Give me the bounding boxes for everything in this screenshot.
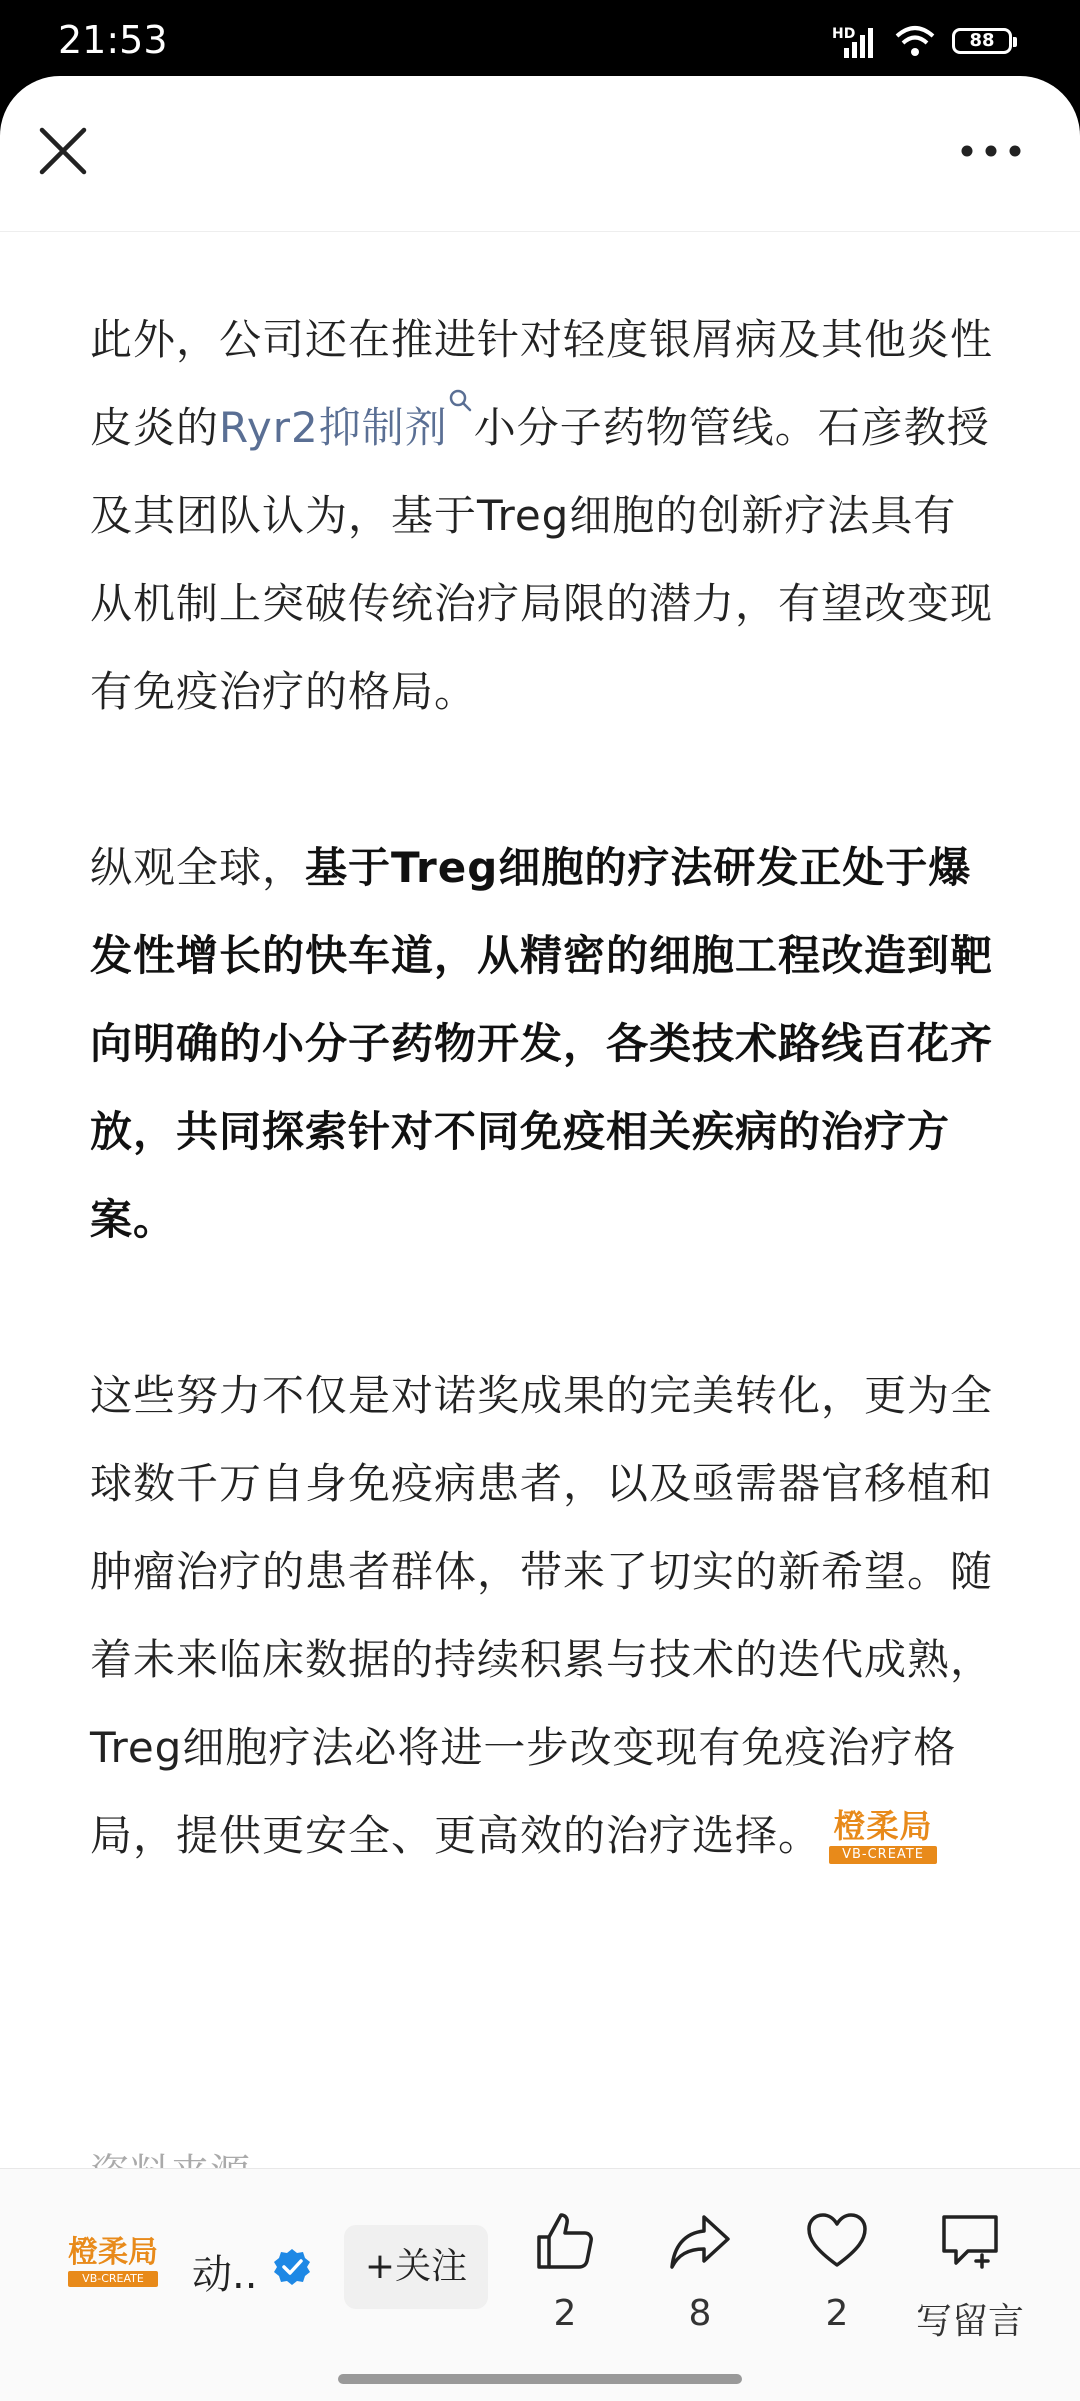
follow-button[interactable]: +关注 [344, 2225, 488, 2309]
share-icon [668, 2209, 732, 2273]
comment-icon [938, 2209, 1002, 2273]
paragraph: 此外，公司还在推进针对轻度银屑病及其他炎性皮炎的Ryr2抑制剂 小分子药物管线。石彦教授及其团队认为，基于Treg细胞的创新疗法具有从机制上突破传统治疗局限的潜力，有望改变现有免疫治疗的格局。 [90, 315, 994, 716]
comment-button[interactable]: 写留言 [910, 2209, 1030, 2344]
author-name[interactable]: 动.. [192, 2252, 258, 2298]
paragraph: 这些努力不仅是对诺奖成果的完美转化，更为全球数千万自身免疫病患者，以及亟需器官移植和肿瘤治疗的患者群体，带来了切实的新希望。随着未来临床数据的持续积累与技术的迭代成熟，Treg细胞疗法必将进一步改变现有免疫治疗格局，提供更安全、更高效的治疗选择。 橙柔局 VB-CREATE [90, 1352, 994, 1880]
signal-icon [836, 22, 882, 60]
paragraph: 纵观全球，基于Treg细胞的疗法研发正处于爆发性增长的快车道，从精密的细胞工程改造到靶向明确的小分子药物开发，各类技术路线百花齐放，共同探索针对不同免疫相关疾病的治疗方案。 [90, 843, 994, 1244]
search-icon [448, 388, 474, 414]
article-body [90, 296, 994, 1880]
close-icon[interactable] [38, 126, 88, 176]
bottom-action-bar [0, 2168, 1080, 2401]
watermark-logo: 橙柔局 VB-CREATE [829, 1806, 937, 1872]
favorite-button[interactable]: 2 [777, 2209, 897, 2334]
article-sheet [0, 76, 1080, 2400]
like-button[interactable]: 2 [505, 2209, 625, 2334]
share-button[interactable]: 8 [640, 2209, 760, 2334]
verified-badge-icon [272, 2247, 312, 2287]
bold-text: 基于Treg细胞的疗法研发正处于爆发性增长的快车道，从精密的细胞工程改造到靶向明确的小分子药物开发，各类技术路线百花齐放，共同探索针对不同免疫相关疾病的治疗方案。 [90, 843, 994, 1244]
more-icon[interactable] [958, 136, 1024, 166]
keyword-link[interactable]: Ryr2抑制剂 [219, 403, 474, 452]
status-bar [0, 0, 1080, 80]
network-type: HD [832, 26, 856, 42]
wifi-icon [893, 22, 937, 60]
author-avatar[interactable]: 橙柔局 VB-CREATE [68, 2235, 158, 2285]
status-time: 21:53 [58, 18, 168, 62]
top-bar [0, 76, 1080, 232]
thumbs-up-icon [533, 2209, 597, 2273]
battery-icon: 88 [952, 28, 1012, 54]
heart-icon [805, 2209, 869, 2273]
home-indicator[interactable] [338, 2374, 742, 2384]
